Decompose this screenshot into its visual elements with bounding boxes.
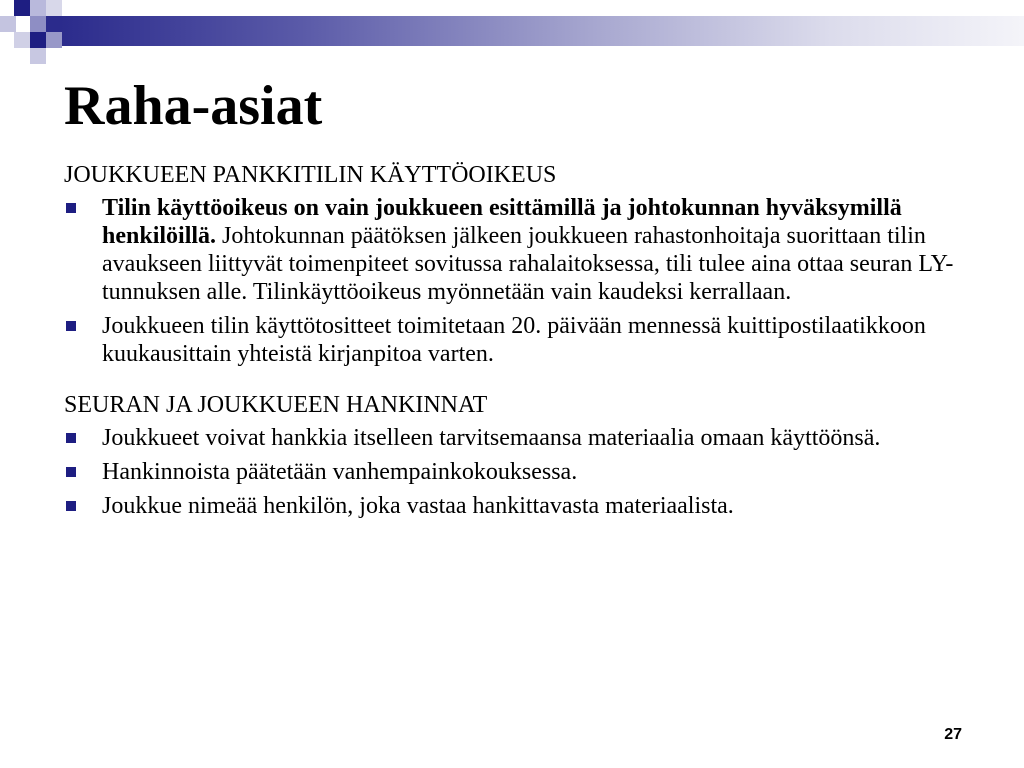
list-item <box>64 194 964 306</box>
list-item <box>64 424 964 452</box>
gradient-bar <box>60 16 1024 46</box>
deco-square <box>14 0 30 16</box>
square-bullet-icon <box>66 501 76 511</box>
section-heading-bank-account: JOUKKUEEN PANKKITILIN KÄYTTÖOIKEUS <box>64 162 557 188</box>
bullet-text: Hankinnoista päätetään vanhempainkokouksessa. <box>102 459 578 485</box>
list-item <box>64 458 964 486</box>
bullet-bold-text: Tilin käyttöoikeus on vain joukkueen esittämillä ja johtokunnan hyväksymillä henkilöillä. <box>102 195 902 249</box>
deco-square <box>46 32 62 48</box>
bullet-text: Johtokunnan päätöksen jälkeen joukkueen rahastonhoitaja suorittaan tilin avaukseen liittyvät toimenpiteet sovitussa rahalaitoksessa, tili tulee aina ottaa seuran LY-tunnuksen alle. Tilinkäyttöoikeus myönnetään vain kaudeksi kerrallaan. <box>102 223 954 305</box>
list-item <box>64 312 964 368</box>
bullet-text: Joukkueen tilin käyttötositteet toimitetaan 20. päivään mennessä kuittipostilaatikkoon kuukausittain yhteistä kirjanpitoa varten. <box>102 313 926 367</box>
bullet-text: Joukkueet voivat hankkia itselleen tarvitsemaansa materiaalia omaan käyttöönsä. <box>102 425 881 451</box>
bullet-list-purchases <box>64 424 964 520</box>
deco-square <box>30 0 46 16</box>
list-item <box>64 492 964 520</box>
square-bullet-icon <box>66 433 76 443</box>
square-bullet-icon <box>66 467 76 477</box>
deco-square <box>30 48 46 64</box>
bullet-list-bank-account <box>64 194 964 368</box>
deco-square <box>46 0 62 16</box>
square-bullet-icon <box>66 321 76 331</box>
slide-number: 27 <box>944 726 962 743</box>
slide-content <box>64 160 964 526</box>
deco-square <box>46 16 62 32</box>
slide-title: Raha-asiat <box>64 75 323 137</box>
deco-square <box>0 16 16 32</box>
section-heading-purchases: SEURAN JA JOUKKUEEN HANKINNAT <box>64 392 488 418</box>
deco-square <box>30 32 46 48</box>
header-decoration <box>0 0 1024 60</box>
bullet-text: Joukkue nimeää henkilön, joka vastaa hankittavasta materiaalista. <box>102 493 734 519</box>
square-bullet-icon <box>66 203 76 213</box>
deco-square <box>30 16 46 32</box>
deco-square <box>14 32 30 48</box>
